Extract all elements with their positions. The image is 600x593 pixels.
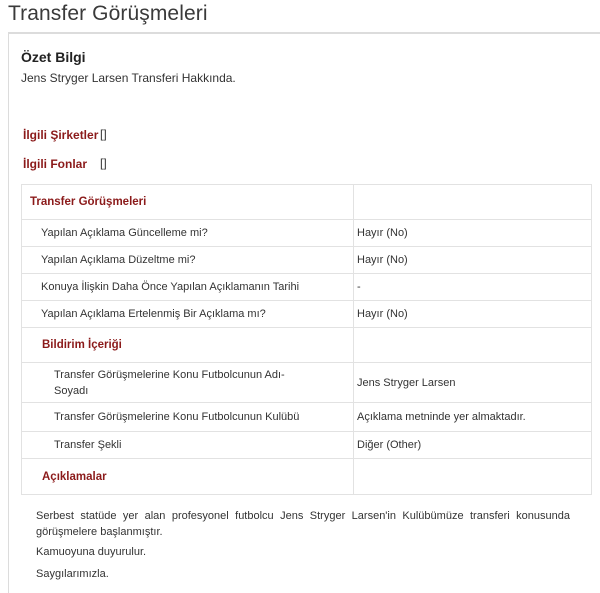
row-label: Yapılan Açıklama Güncelleme mi? xyxy=(22,220,354,247)
row-value: Diğer (Other) xyxy=(354,432,592,459)
disclosure-table xyxy=(21,184,592,495)
table-row xyxy=(22,363,592,403)
summary-heading: Özet Bilgi xyxy=(21,49,86,65)
summary-text: Jens Stryger Larsen Transferi Hakkında. xyxy=(21,71,236,85)
section-title: Transfer Görüşmeleri xyxy=(30,196,147,208)
explanation-announce: Kamuoyuna duyurulur. xyxy=(36,546,147,558)
row-label: Konuya İlişkin Daha Önce Yapılan Açıklamanın Tarihi xyxy=(22,274,354,301)
table-row xyxy=(22,432,592,459)
explanation-line: görüşmelere başlanmıştır. xyxy=(36,526,163,538)
row-label: Transfer Şekli xyxy=(22,432,354,459)
row-value: Hayır (No) xyxy=(354,301,592,328)
row-value: - xyxy=(354,274,592,301)
row-label: Transfer Görüşmelerine Konu Futbolcunun Kulübü xyxy=(22,403,354,432)
table-section-row xyxy=(22,185,592,220)
row-value: Hayır (No) xyxy=(354,220,592,247)
explanation-closing: Saygılarımızla. xyxy=(36,568,109,580)
table-row xyxy=(22,274,592,301)
table-row xyxy=(22,301,592,328)
row-label: Transfer Görüşmelerine Konu Futbolcunun Adı- xyxy=(54,368,285,381)
page-title: Transfer Görüşmeleri xyxy=(8,2,208,25)
row-value: Jens Stryger Larsen xyxy=(354,363,592,403)
row-label: Yapılan Açıklama Ertelenmiş Bir Açıklama mı? xyxy=(22,301,354,328)
notification-title: Bildirim İçeriği xyxy=(42,339,122,351)
table-row xyxy=(22,220,592,247)
table-row xyxy=(22,403,592,432)
table-section-row xyxy=(22,328,592,363)
row-value: Açıklama metninde yer almaktadır. xyxy=(354,403,592,432)
explanations-title: Açıklamalar xyxy=(42,470,107,483)
related-companies-value: [] xyxy=(100,127,107,141)
row-label: Yapılan Açıklama Düzeltme mi? xyxy=(22,247,354,274)
table-row xyxy=(22,247,592,274)
related-funds-link[interactable]: İlgili Fonlar xyxy=(23,157,88,171)
row-label-cont: Soyadı xyxy=(54,384,89,397)
related-funds-value: [] xyxy=(100,156,107,170)
table-section-row xyxy=(22,459,592,495)
explanation-line: Serbest statüde yer alan profesyonel futbolcu Jens Stryger Larsen'in Kulübümüze transferi konusunda xyxy=(36,510,570,522)
related-companies-link[interactable]: İlgili Şirketler xyxy=(23,128,99,142)
row-value: Hayır (No) xyxy=(354,247,592,274)
